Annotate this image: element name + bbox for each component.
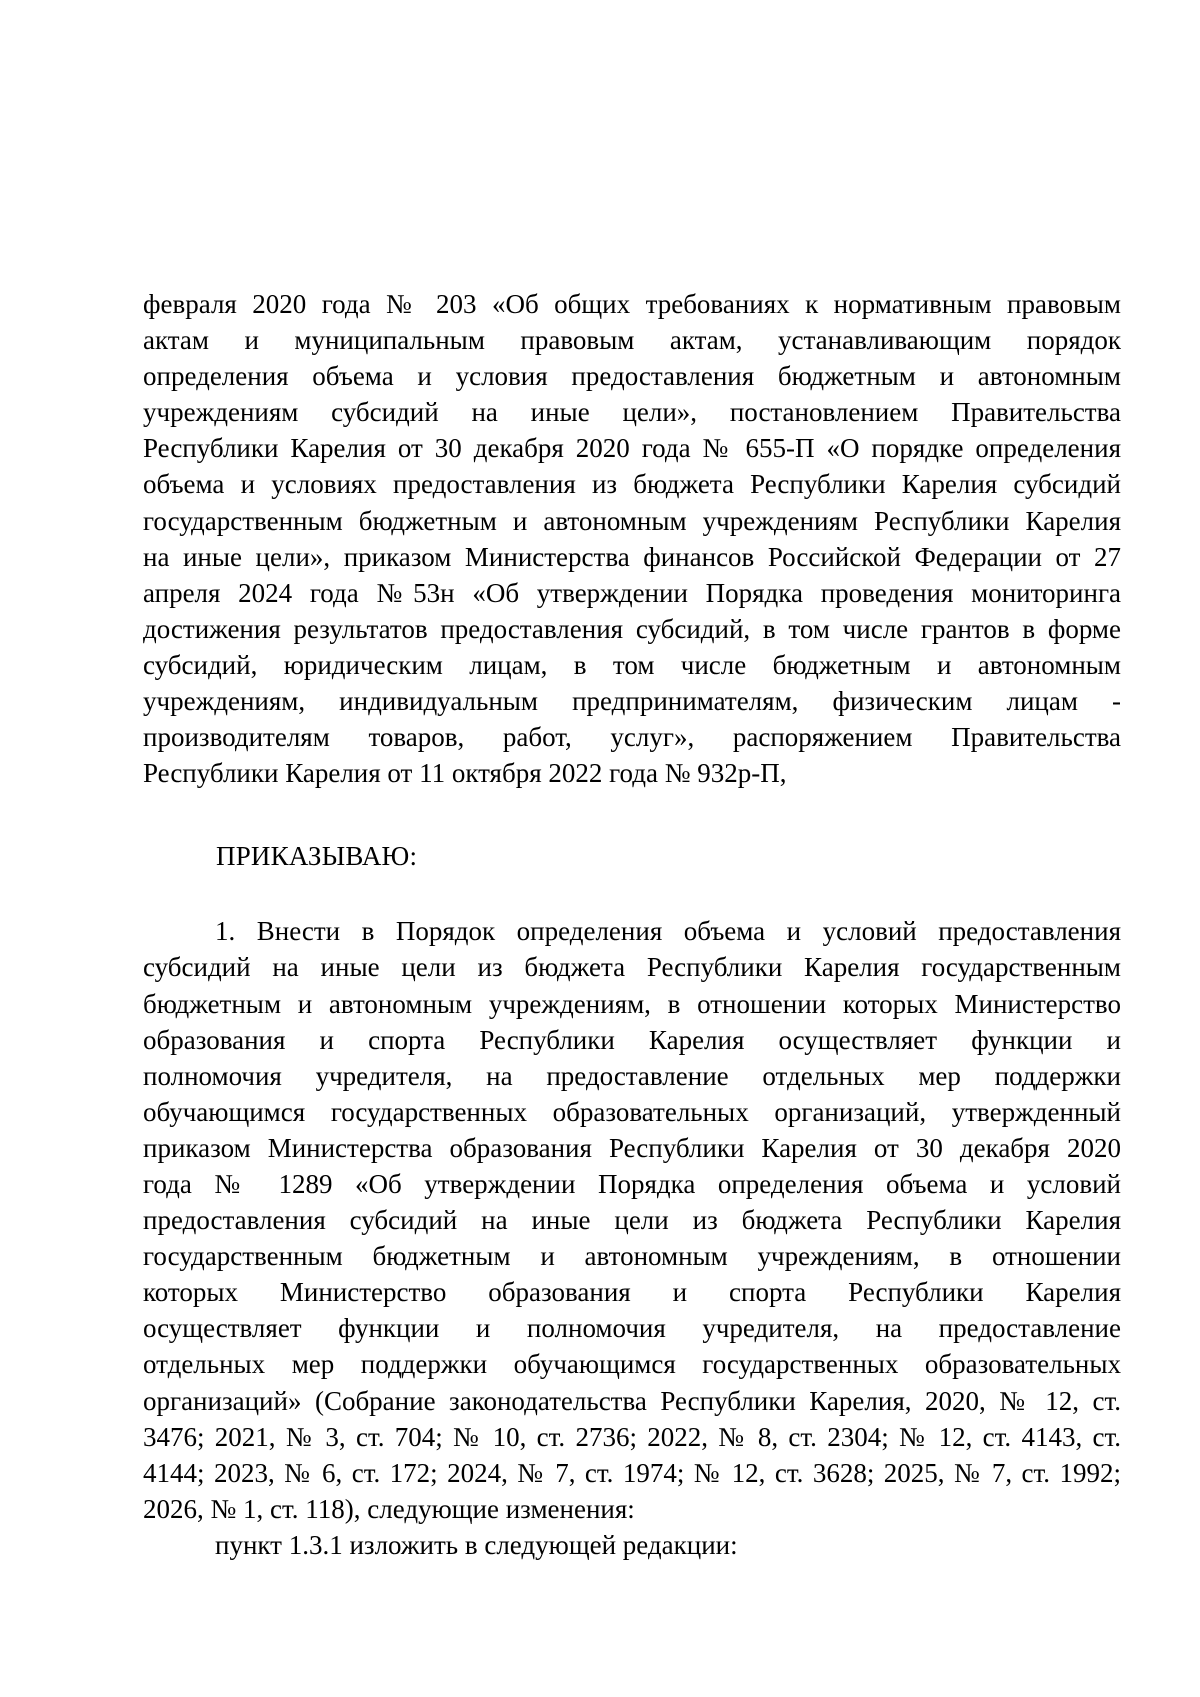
sub-item-text: пункт 1.3.1 изложить в следующей редакции: — [215, 1529, 738, 1560]
text-line: февраля 2020 года № 203 «Об общих требованиях к нормативным правовым — [143, 289, 1121, 319]
text-line: 1. Внести в Порядок определения объема и условий предоставления — [215, 916, 1121, 947]
text-line: образования и спорта Республики Карелия осуществляет функции и — [143, 1024, 1121, 1055]
text-line: приказом Министерства образования Республики Карелия от 30 декабря 2020 — [143, 1132, 1121, 1163]
text-line: производителям товаров, работ, услуг», распоряжением Правительства — [143, 722, 1121, 753]
text-line: субсидий на иные цели из бюджета Республики Карелия государственным — [143, 952, 1121, 983]
order-heading: ПРИКАЗЫВАЮ: — [216, 841, 418, 872]
text-line: обучающимся государственных образовательных организаций, утвержденный — [143, 1096, 1121, 1127]
text-line: достижения результатов предоставления субсидий, в том числе грантов в форме — [143, 613, 1121, 644]
sub-item-paragraph — [143, 1527, 1121, 1563]
text-line: которых Министерство образования и спорта Республики Карелия — [143, 1277, 1121, 1308]
text-line: определения объема и условия предоставления бюджетным и автономным — [143, 361, 1121, 392]
text-line: субсидий, юридическим лицам, в том числе бюджетным и автономным — [143, 649, 1121, 680]
text-line: года № 1289 «Об утверждении Порядка определения объема и условий — [143, 1168, 1121, 1199]
text-line: Республики Карелия от 30 декабря 2020 года № 655-П «О порядке определения — [143, 433, 1121, 464]
text-line: организаций» (Собрание законодательства Республики Карелия, 2020, № 12, ст. — [143, 1385, 1121, 1416]
text-line: 4144; 2023, № 6, ст. 172; 2024, № 7, ст. 1974; № 12, ст. 3628; 2025, № 7, ст. 1992; — [143, 1457, 1121, 1488]
text-line: учреждениям субсидий на иные цели», постановлением Правительства — [143, 397, 1121, 428]
text-line: 2026, № 1, ст. 118), следующие изменения: — [143, 1493, 635, 1524]
text-line: учреждениям, индивидуальным предпринимателям, физическим лицам - — [143, 686, 1121, 717]
text-line: 3476; 2021, № 3, ст. 704; № 10, ст. 2736; 2022, № 8, ст. 2304; № 12, ст. 4143, ст. — [143, 1421, 1121, 1452]
text-line: государственным бюджетным и автономным учреждениям Республики Карелия — [143, 505, 1121, 536]
text-line: объема и условиях предоставления из бюджета Республики Карелия субсидий — [143, 469, 1121, 500]
item-1-paragraph — [143, 913, 1121, 1527]
text-line: отдельных мер поддержки обучающимся государственных образовательных — [143, 1349, 1121, 1380]
preamble-paragraph — [143, 286, 1121, 791]
document-page — [143, 286, 1121, 1563]
text-line: осуществляет функции и полномочия учредителя, на предоставление — [143, 1313, 1121, 1344]
text-line: апреля 2024 года №53н «Об утверждении Порядка проведения мониторинга — [143, 577, 1121, 608]
text-line: государственным бюджетным и автономным учреждениям, в отношении — [143, 1241, 1121, 1272]
text-line: полномочия учредителя, на предоставление отдельных мер поддержки — [143, 1060, 1121, 1091]
text-line: бюджетным и автономным учреждениям, в отношении которых Министерство — [143, 988, 1121, 1019]
text-line: Республики Карелия от 11 октября 2022 года № 932р-П, — [143, 758, 787, 789]
text-line: на иные цели», приказом Министерства финансов Российской Федерации от 27 — [143, 541, 1121, 572]
text-line: актам и муниципальным правовым актам, устанавливающим порядок — [143, 325, 1121, 356]
text-line: предоставления субсидий на иные цели из бюджета Республики Карелия — [143, 1205, 1121, 1236]
